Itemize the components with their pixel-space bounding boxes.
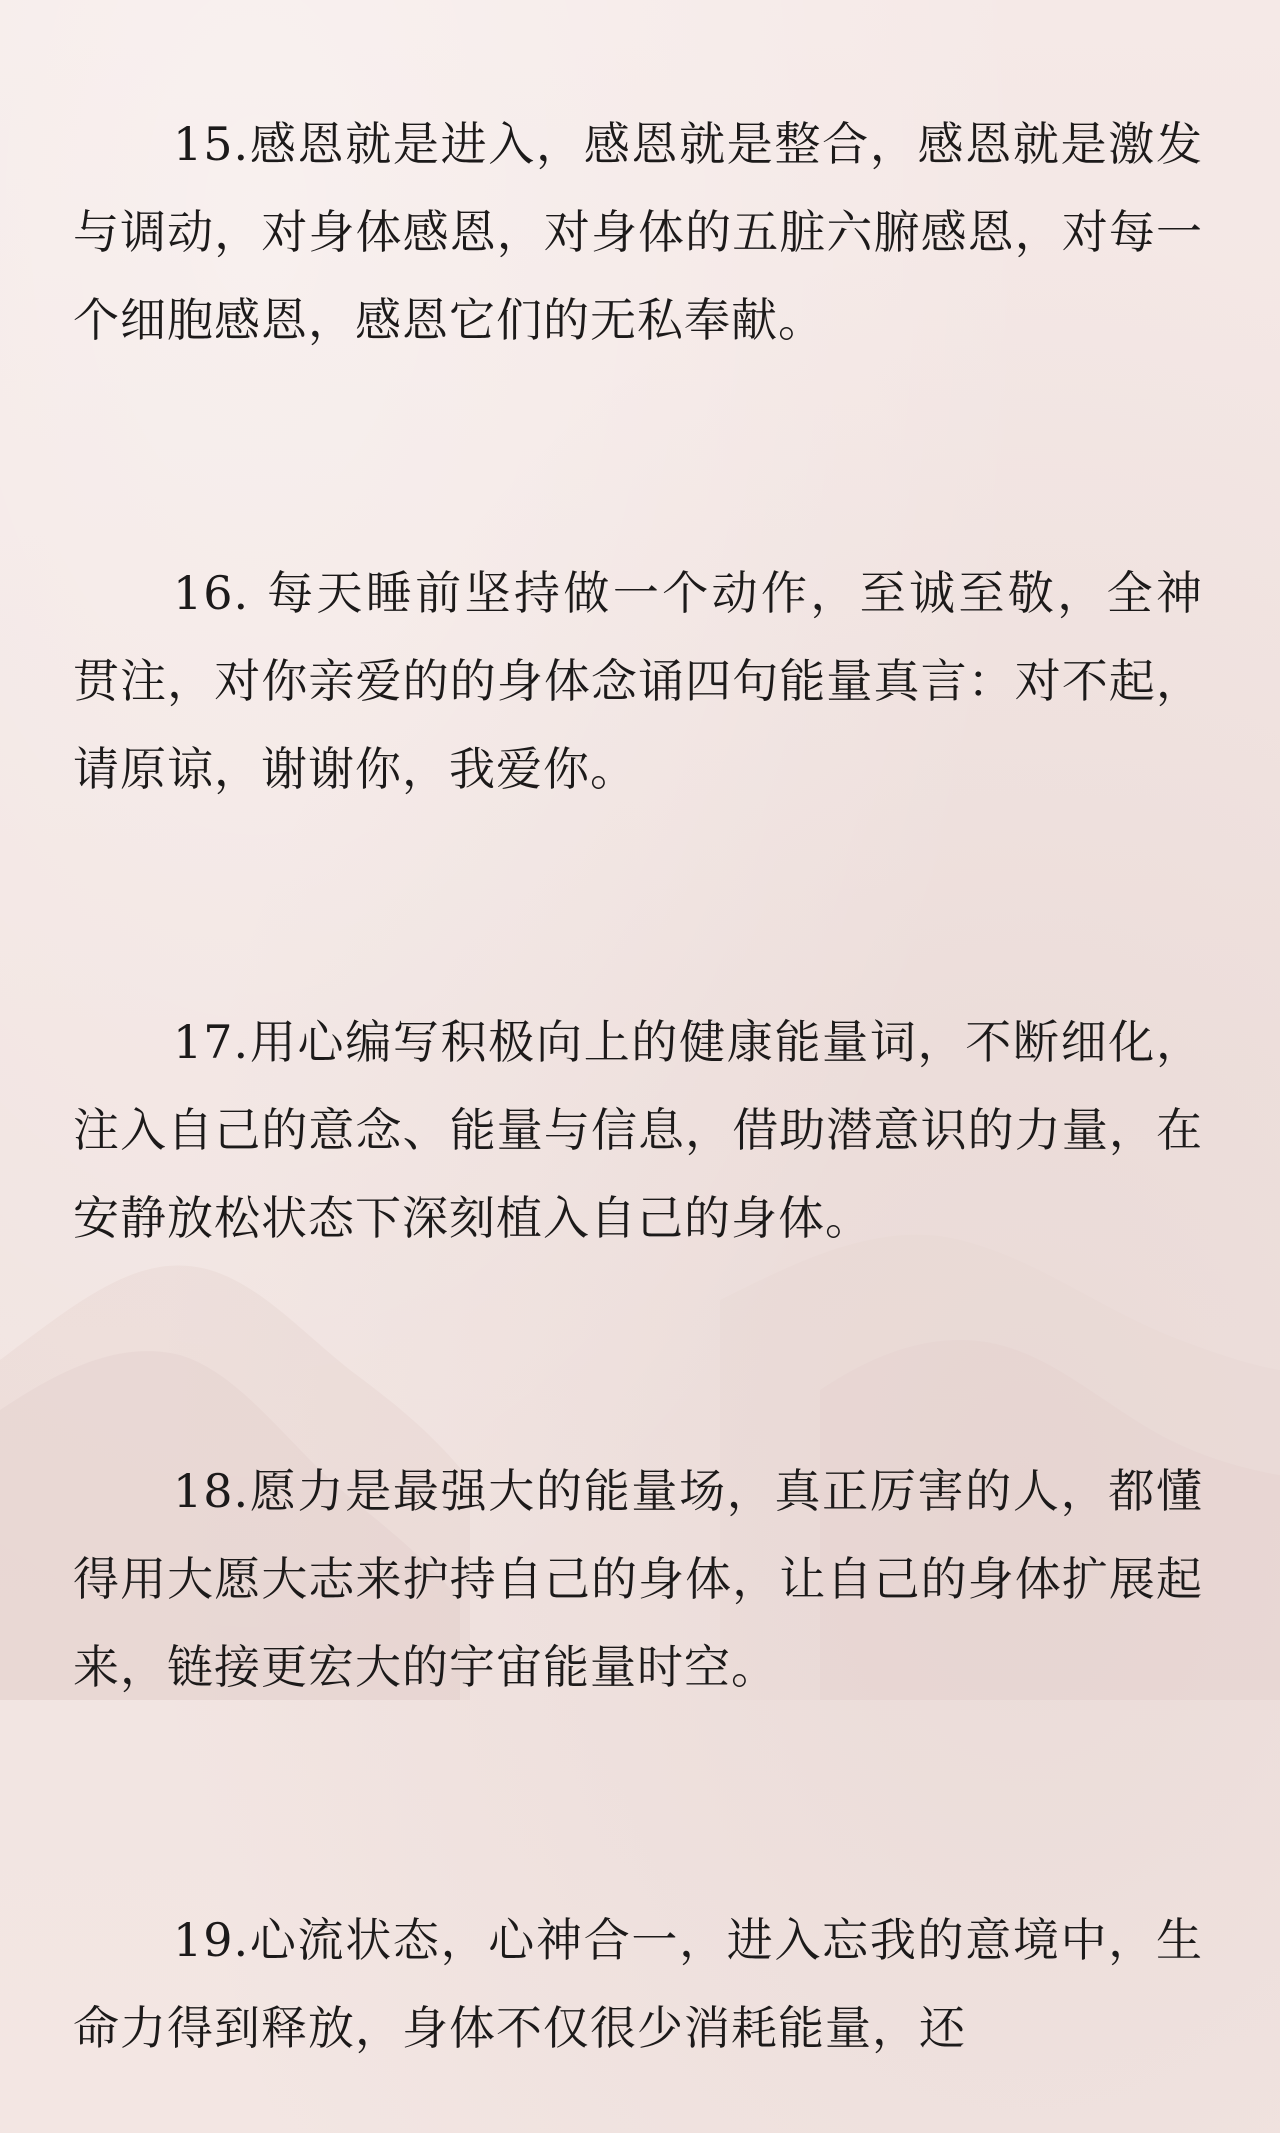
paragraph-17: 17.用心编写积极向上的健康能量词，不断细化，注入自己的意念、能量与信息，借助潜意识的力量，在安静放松状态下深刻植入自己的身体。 bbox=[73, 1015, 1203, 1245]
paragraph-16: 16. 每天睡前坚持做一个动作，至诚至敬，全神贯注，对你亲爱的的身体念诵四句能量真言：对不起，请原谅，谢谢你，我爱你。 bbox=[73, 566, 1203, 796]
paragraph-19: 19.心流状态，心神合一，进入忘我的意境中，生命力得到释放，身体不仅很少消耗能量，还 bbox=[73, 1913, 1203, 2055]
paragraph-15: 15.感恩就是进入，感恩就是整合，感恩就是激发与调动，对身体感恩，对身体的五脏六腑感恩，对每一个细胞感恩，感恩它们的无私奉献。 bbox=[73, 117, 1203, 347]
article-body bbox=[73, 100, 1203, 2072]
paragraph-18: 18.愿力是最强大的能量场，真正厉害的人，都懂得用大愿大志来护持自己的身体，让自己的身体扩展起来，链接更宏大的宇宙能量时空。 bbox=[73, 1464, 1203, 1694]
